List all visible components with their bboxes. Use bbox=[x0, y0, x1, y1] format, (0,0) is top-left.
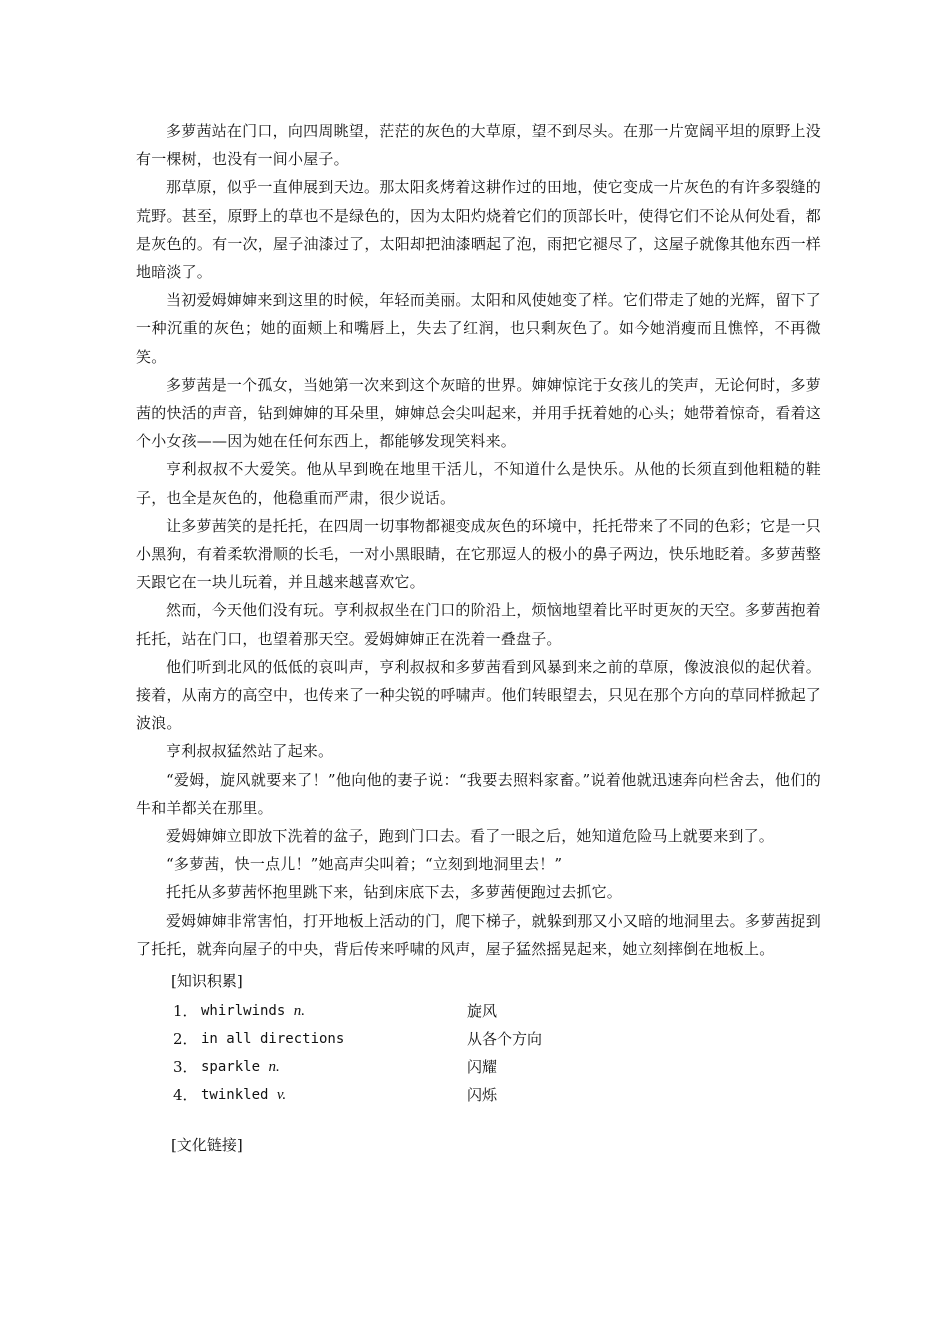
paragraph: 亨利叔叔不大爱笑。他从早到晚在地里干活儿，不知道什么是快乐。从他的长须直到他粗糙的鞋子，也全是灰色的，他稳重而严肃，很少说话。 bbox=[136, 460, 821, 507]
vocab-term-cell bbox=[201, 1053, 467, 1081]
vocab-number: 4． bbox=[173, 1086, 198, 1105]
paragraph: 多萝茜站在门口，向四周眺望，茫茫的灰色的大草原，望不到尽头。在那一片宽阔平坦的原野上没有一棵树，也没有一间小屋子。 bbox=[136, 122, 821, 169]
vocab-term: sparkle bbox=[201, 1059, 261, 1076]
vocab-part-of-speech: v. bbox=[276, 1087, 287, 1104]
knowledge-heading: [知识积累] bbox=[171, 972, 243, 991]
vocab-part-of-speech: n. bbox=[293, 1003, 305, 1020]
paragraph: 爱姆婶婶非常害怕，打开地板上活动的门，爬下梯子，就躲到那又小又暗的地洞里去。多萝茜捉到了托托，就奔向屋子的中央，背后传来呼啸的风声，屋子猛然摇晃起来，她立刻摔倒在地板上。 bbox=[136, 911, 821, 958]
paragraph: 多萝茜是一个孤女，当她第一次来到这个灰暗的世界。婶婶惊诧于女孩儿的笑声，无论何时，多萝茜的快活的声音，钻到婶婶的耳朵里，婶婶总会尖叫起来，并用手抚着她的心头；她带着惊奇，看着这个小女孩——因为她在任何东西上，都能够发现笑料来。 bbox=[136, 375, 821, 451]
vocab-item bbox=[136, 1025, 821, 1053]
vocab-item bbox=[136, 1081, 821, 1109]
vocab-term-cell bbox=[201, 1025, 467, 1053]
vocab-number: 1． bbox=[173, 1002, 198, 1021]
vocabulary-list bbox=[136, 997, 821, 1109]
vocab-number: 3． bbox=[173, 1058, 198, 1077]
story-text bbox=[136, 117, 821, 963]
vocab-meaning: 从各个方向 bbox=[467, 1030, 543, 1049]
paragraph: 亨利叔叔猛然站了起来。 bbox=[166, 742, 334, 761]
paragraph: 当初爱姆婶婶来到这里的时候，年轻而美丽。太阳和风使她变了样。它们带走了她的光辉，留下了一种沉重的灰色；她的面颊上和嘴唇上，失去了红润，也只剩灰色了。如今她消瘦而且憔悴，不再微笑。 bbox=[136, 291, 821, 366]
vocab-meaning: 闪烁 bbox=[467, 1086, 498, 1105]
vocab-term-cell bbox=[201, 997, 467, 1025]
vocab-term: twinkled bbox=[201, 1087, 269, 1104]
vocab-term: in all directions bbox=[201, 1031, 345, 1048]
document-body bbox=[136, 117, 821, 1159]
culture-heading: [文化链接] bbox=[171, 1136, 243, 1155]
vocab-term: whirlwinds bbox=[201, 1003, 286, 1020]
vocab-item bbox=[136, 997, 821, 1025]
vocab-term-cell bbox=[201, 1081, 467, 1109]
paragraph: “爱姆，旋风就要来了！”他向他的妻子说：“我要去照料家畜。”说着他就迅速奔向栏舍去，他们的牛和羊都关在那里。 bbox=[136, 770, 821, 817]
paragraph: 那草原，似乎一直伸展到天边。那太阳炙烤着这耕作过的田地，使它变成一片灰色的有许多裂缝的荒野。甚至，原野上的草也不是绿色的，因为太阳灼烧着它们的顶部长叶，使得它们不论从何处看，都是灰色的。有一次，屋子油漆过了，太阳却把油漆晒起了泡，雨把它褪尽了，这屋子就像其他东西一样地暗淡了。 bbox=[136, 178, 821, 282]
vocab-part-of-speech: n. bbox=[268, 1059, 280, 1076]
vocab-item bbox=[136, 1053, 821, 1081]
paragraph: 爱姆婶婶立即放下洗着的盆子，跑到门口去。看了一眼之后，她知道危险马上就要来到了。 bbox=[166, 827, 775, 846]
vocab-meaning: 旋风 bbox=[467, 1002, 498, 1021]
paragraph: 让多萝茜笑的是托托，在四周一切事物都褪变成灰色的环境中，托托带来了不同的色彩；它是一只小黑狗，有着柔软滑顺的长毛，一对小黑眼睛，在它那逗人的极小的鼻子两边，快乐地眨着。多萝茜整天跟它在一块儿玩着，并且越来越喜欢它。 bbox=[136, 516, 821, 592]
vocab-meaning: 闪耀 bbox=[467, 1058, 498, 1077]
paragraph: 托托从多萝茜怀抱里跳下来，钻到床底下去，多萝茜便跑过去抓它。 bbox=[166, 883, 623, 902]
paragraph: 他们听到北风的低低的哀叫声，亨利叔叔和多萝茜看到风暴到来之前的草原，像波浪似的起伏着。接着，从南方的高空中，也传来了一种尖锐的呼啸声。他们转眼望去，只见在那个方向的草同样掀起了波浪。 bbox=[136, 657, 821, 733]
vocab-number: 2． bbox=[173, 1030, 198, 1049]
paragraph: “多萝茜，快一点儿！”她高声尖叫着；“立刻到地洞里去！” bbox=[166, 855, 563, 874]
paragraph: 然而，今天他们没有玩。亨利叔叔坐在门口的阶沿上，烦恼地望着比平时更灰的天空。多萝茜抱着托托，站在门口，也望着那天空。爱姆婶婶正在洗着一叠盘子。 bbox=[136, 601, 821, 648]
